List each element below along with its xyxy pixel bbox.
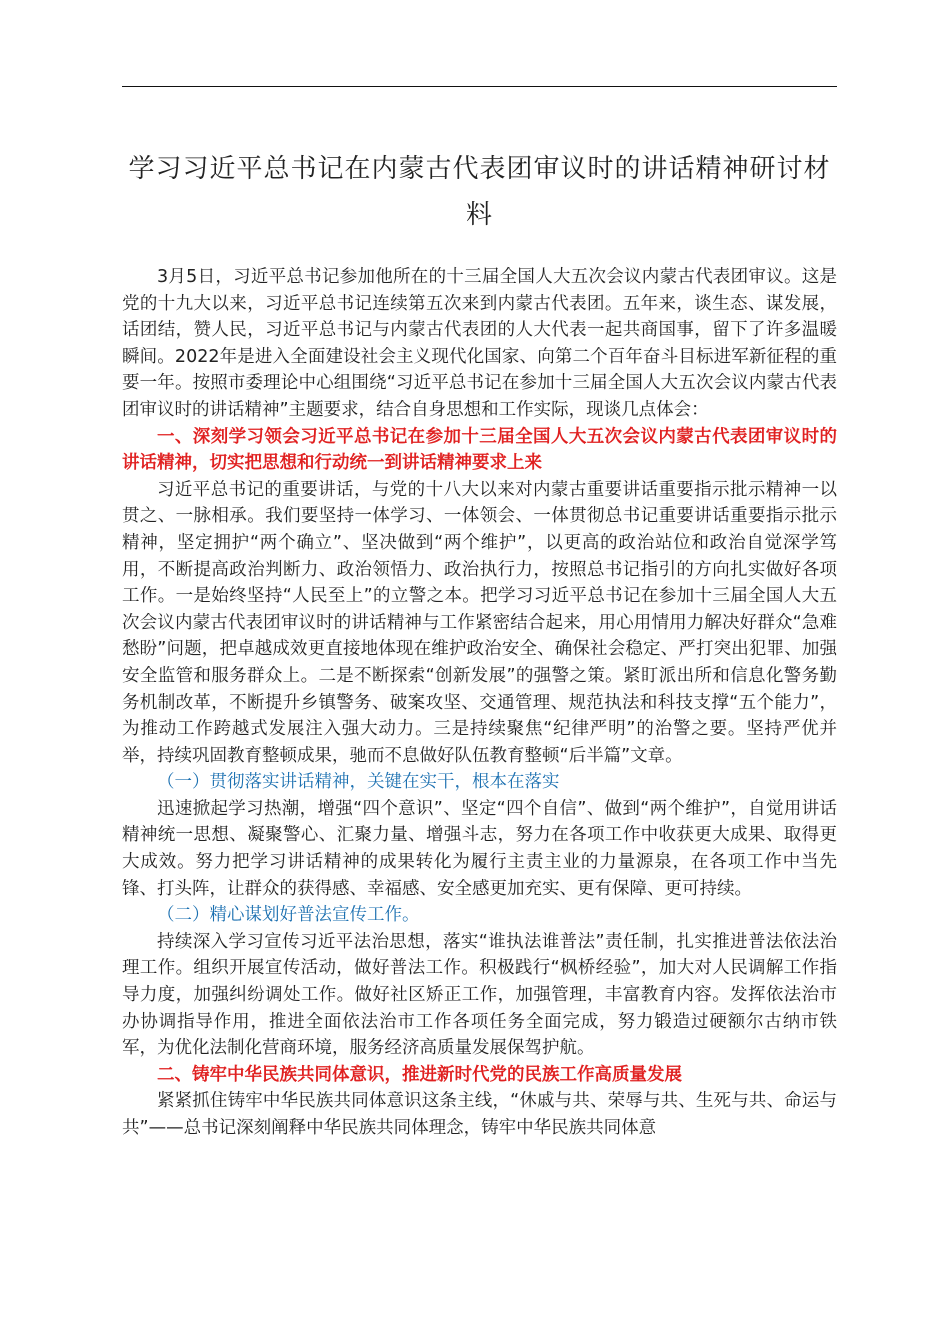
document-body xyxy=(122,264,837,1142)
paragraph-section-2: 紧紧抓住铸牢中华民族共同体意识这条主线，“休戚与共、荣辱与共、生死与共、命运与共”——总书记深刻阐释中华民族共同体理念，铸牢中华民族共同体意 xyxy=(122,1091,837,1138)
header-rule xyxy=(122,86,837,87)
subheading-2: （二）精心谋划好普法宣传工作。 xyxy=(157,905,420,926)
document-title: 学习习近平总书记在内蒙古代表团审议时的讲话精神研讨材料 xyxy=(128,154,831,230)
paragraph-subsection-1: 迅速掀起学习热潮，增强“四个意识”、坚定“四个自信”、做到“两个维护”，自觉用讲话精神统一思想、凝聚警心、汇聚力量、增强斗志，努力在各项工作中收获更大成果、取得更大成效。努力把学习讲话精神的成果转化为履行主责主业的力量源泉，在各项工作中当先锋、打头阵，让群众的获得感、幸福感、安全感更加充实、更有保障、更可持续。 xyxy=(122,798,837,899)
section-heading-1: 一、深刻学习领会习近平总书记在参加十三届全国人大五次会议内蒙古代表团审议时的讲话精神，切实把思想和行动统一到讲话精神要求上来 xyxy=(122,426,837,474)
paragraph-subsection-2: 持续深入学习宣传习近平法治思想，落实“谁执法谁普法”责任制，扎实推进普法依法治理工作。组织开展宣传活动，做好普法工作。积极践行“枫桥经验”，加大对人民调解工作指导力度，加强纠纷调处工作。做好社区矫正工作，加强管理，丰富教育内容。发挥依法治市办协调指导作用，推进全面依法治市工作各项任务全面完成，努力锻造过硬额尔古纳市铁军，为优化法制化营商环境，服务经济高质量发展保驾护航。 xyxy=(122,931,837,1059)
subheading-1: （一）贯彻落实讲话精神，关键在实干，根本在落实 xyxy=(157,772,560,793)
paragraph-section-1: 习近平总书记的重要讲话，与党的十八大以来对内蒙古重要讲话重要指示批示精神一以贯之、一脉相承。我们要坚持一体学习、一体领会、一体贯彻总书记重要讲话重要指示批示精神，坚定拥护“两个确立”、坚决做到“两个维护”，以更高的政治站位和政治自觉深学笃用，不断提高政治判断力、政治领悟力、政治执行力，按照总书记指引的方向扎实做好各项工作。一是始终坚持“人民至上”的立警之本。把学习习近平总书记在参加十三届全国人大五次会议内蒙古代表团审议时的讲话精神与工作紧密结合起来，用心用情用力解决好群众“急难愁盼”问题，把卓越成效更直接地体现在维护政治安全、确保社会稳定、严打突出犯罪、加强安全监管和服务群众上。二是不断探索“创新发展”的强警之策。紧盯派出所和信息化警务勤务机制改革，不断提升乡镇警务、破案攻坚、交通管理、规范执法和科技支撑“五个能力”，为推动工作跨越式发展注入强大动力。三是持续聚焦“纪律严明”的治警之要。坚持严优并举，持续巩固教育整顿成果，驰而不息做好队伍教育整顿“后半篇”文章。 xyxy=(122,479,837,766)
paragraph-intro: 3月5日，习近平总书记参加他所在的十三届全国人大五次会议内蒙古代表团审议。这是党的十九大以来，习近平总书记连续第五次来到内蒙古代表团。五年来，谈生态、谋发展，话团结，赞人民，习近平总书记与内蒙古代表团的人大代表一起共商国事，留下了许多温暖瞬间。2022年是进入全面建设社会主义现代化国家、向第二个百年奋斗目标进军新征程的重要一年。按照市委理论中心组围绕“习近平总书记在参加十三届全国人大五次会议内蒙古代表团审议时的讲话精神”主题要求，结合自身思想和工作实际，现谈几点体会： xyxy=(122,267,837,420)
section-heading-2: 二、铸牢中华民族共同体意识，推进新时代党的民族工作高质量发展 xyxy=(157,1064,682,1085)
